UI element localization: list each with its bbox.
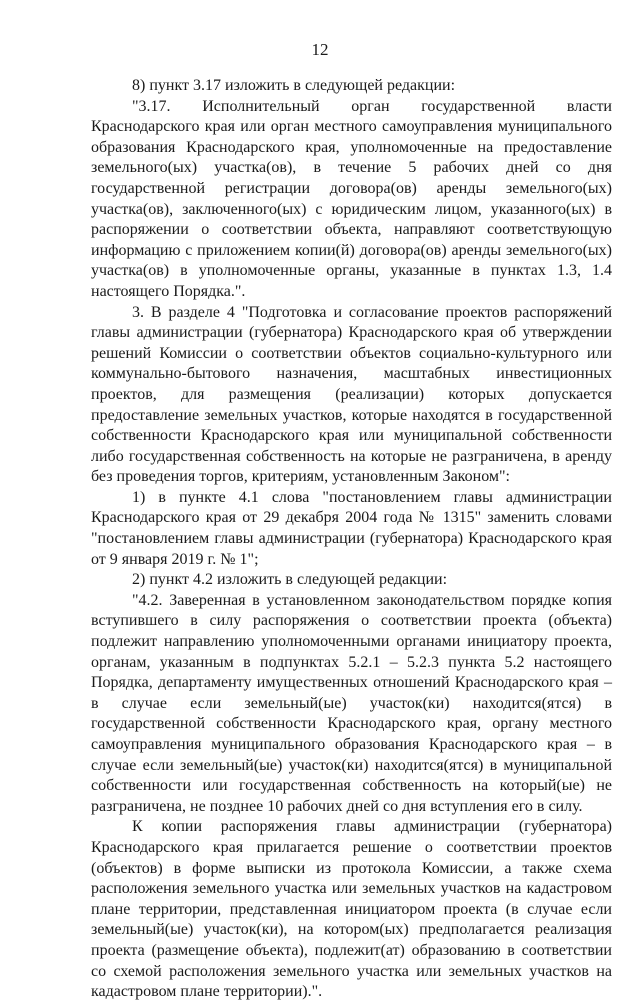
paragraph-subitem-1: 1) в пункте 4.1 слова "постановлением главы администрации Краснодарского края от 29 декабря 2004 года № 1315" заменить словами "постановлением главы администрации (губернатора) Краснодарского края от 9 января 2019 г. № 1"; — [91, 488, 612, 568]
document-body — [91, 76, 612, 1003]
paragraph-clause-4-2: "4.2. Заверенная в установленном законодательством порядке копия вступившего в силу распоряжения о соответствии проекта (объекта) подлежит направлению уполномоченными органами инициатору проекта, органам, указанным в подпунктах 5.2.1 – 5.2.3 пункта 5.2 настоящего Порядка, департаменту имущественных отношений Краснодарского края – в случае если земельный(ые) участок(ки) находится(ятся) в государственной собственности Краснодарского края, органу местного самоуправления муниципального образования Краснодарского края – в случае если земельный(ые) участок(ки) находится(ятся) в муниципальной собственности или государственная собственность на который(ые) не разграничена, не позднее 10 рабочих дней со дня вступления его в силу. — [91, 591, 612, 815]
paragraph-clause-3-17: "3.17. Исполнительный орган государственной власти Краснодарского края или орган местного самоуправления муниципального образования Краснодарского края, уполномоченные на предоставление земельного(ых) участка(ов), в течение 5 рабочих дней со дня государственной регистрации договора(ов) аренды земельного(ых) участка(ов), заключенного(ых) с юридическим лицом, указанного(ых) в распоряжении о соответствии объекта, направляют соответствующую информацию с приложением копии(й) договора(ов) аренды земельного(ых) участка(ов) в уполномоченные органы, указанные в пунктах 1.3, 1.4 настоящего Порядка.". — [91, 97, 612, 300]
page-number: 12 — [311, 40, 329, 59]
paragraph-subitem-2: 2) пункт 4.2 изложить в следующей редакции: — [132, 571, 448, 589]
paragraph-item-8: 8) пункт 3.17 изложить в следующей редакции: — [132, 77, 456, 94]
paragraph-section-3: 3. В разделе 4 "Подготовка и согласование проектов распоряжений главы администрации (губернатора) Краснодарского края об утверждении решений Комиссии о соответствии объектов социально-культурного или коммунально-бытового назначения, масштабных инвестиционных проектов, для размещения (реализации) которых допускается предоставление земельных участков, которые находятся в государственной собственности Краснодарского края или муниципальной собственности либо государственная собственность на которые не разграничена, в аренду без проведения торгов, критериям, установленным Законом": — [91, 303, 612, 486]
paragraph-attachment: К копии распоряжения главы администрации (губернатора) Краснодарского края прилагается решение о соответствии проектов (объектов) в форме выписки из протокола Комиссии, а также схема расположения земельного участка или земельных участков на кадастровом плане территории, представленная инициатором проекта (в случае если земельный(ые) участок(ки), на котором(ых) предполагается реализация проекта (размещение объекта), подлежит(ат) образованию в соответствии со схемой расположения земельного участка или земельных участков на кадастровом плане территории).". — [91, 818, 612, 1001]
